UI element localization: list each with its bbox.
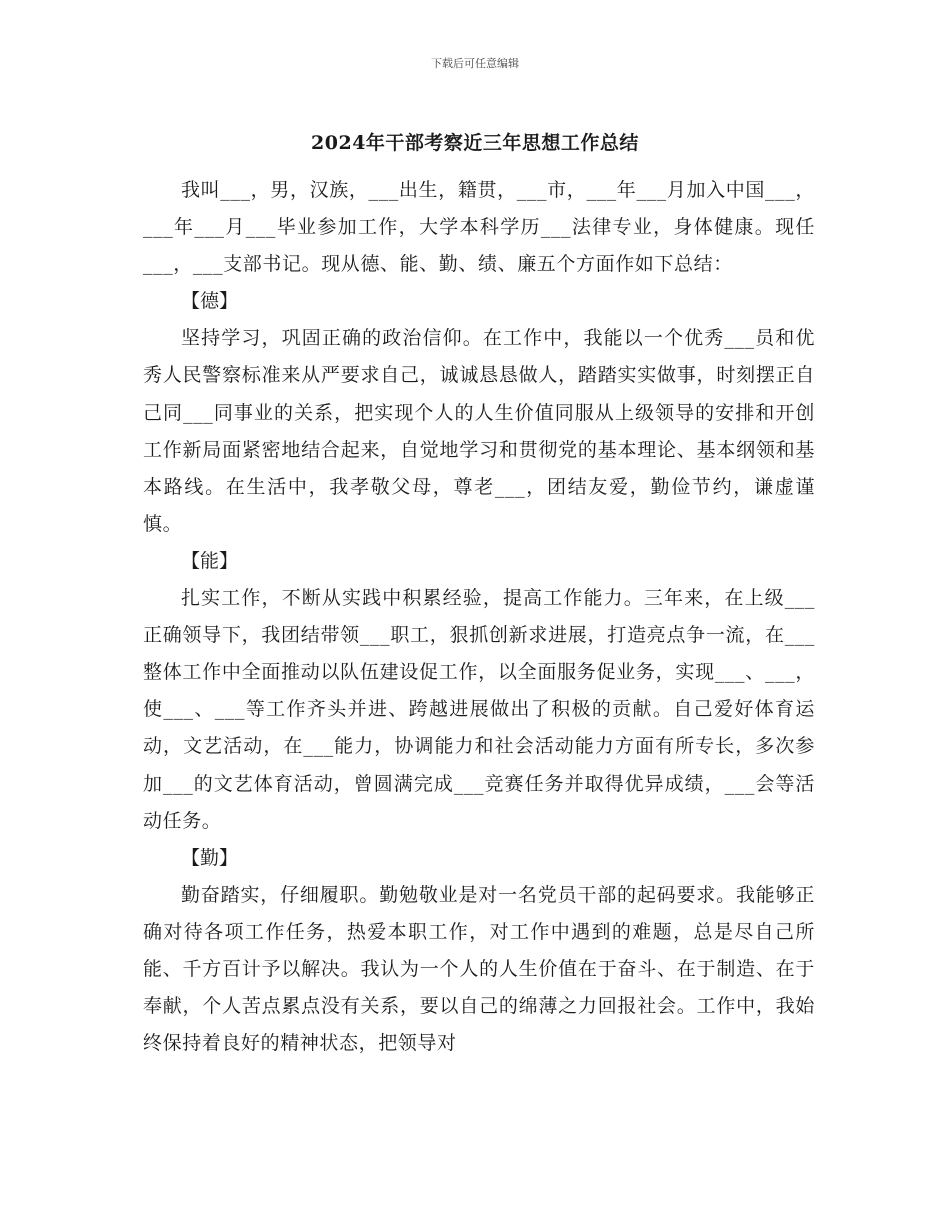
document-body: [143, 172, 815, 1062]
section-paragraph-qin: 勤奋踏实，仔细履职。勤勉敬业是对一名党员干部的起码要求。我能够正确对待各项工作任务，热爱本职工作，对工作中遇到的难题，总是尽自己所能、千方百计予以解决。我认为一个人的人生价值在于奋斗、在于制造、在于奉献，个人苦点累点没有关系，要以自己的绵薄之力回报社会。工作中，我始终保持着良好的精神状态，把领导对: [143, 883, 815, 1055]
section-heading-de: 【德】: [181, 290, 239, 313]
section-paragraph-neng: 扎实工作，不断从实践中积累经验，提高工作能力。三年来，在上级___正确领导下，我团结带领___职工，狠抓创新求进展，打造亮点争一流，在___整体工作中全面推动以队伍建设促工作，以全面服务促业务，实现___、___，使___、___等工作齐头并进、跨越进展做出了积极的贡献。自己爱好体育运动，文艺活动，在___能力，协调能力和社会活动能力方面有所专长，多次参加___的文艺体育活动，曾圆满完成___竞赛任务并取得优异成绩，___会等活动任务。: [143, 587, 815, 832]
section-heading-qin: 【勤】: [181, 846, 239, 869]
section-paragraph-de: 坚持学习，巩固正确的政治信仰。在工作中，我能以一个优秀___员和优秀人民警察标准来从严要求自己，诚诚恳恳做人，踏踏实实做事，时刻摆正自己同___同事业的关系，把实现个人的人生价值同服从上级领导的安排和开创工作新局面紧密地结合起来，自觉地学习和贯彻党的基本理论、基本纲领和基本路线。在生活中，我孝敬父母，尊老___，团结友爱，勤俭节约，谦虚谨慎。: [143, 327, 815, 535]
intro-paragraph: 我叫___，男，汉族，___出生，籍贯，___市，___年___月加入中国___，___年___月___毕业参加工作，大学本科学历___法律专业，身体健康。现任___，___支部书记。现从德、能、勤、绩、廉五个方面作如下总结：: [143, 179, 815, 276]
section-heading-neng: 【能】: [181, 549, 239, 572]
page-header-note: 下载后可任意编辑: [431, 57, 519, 70]
document-title: 2024年干部考察近三年思想工作总结: [311, 132, 639, 154]
